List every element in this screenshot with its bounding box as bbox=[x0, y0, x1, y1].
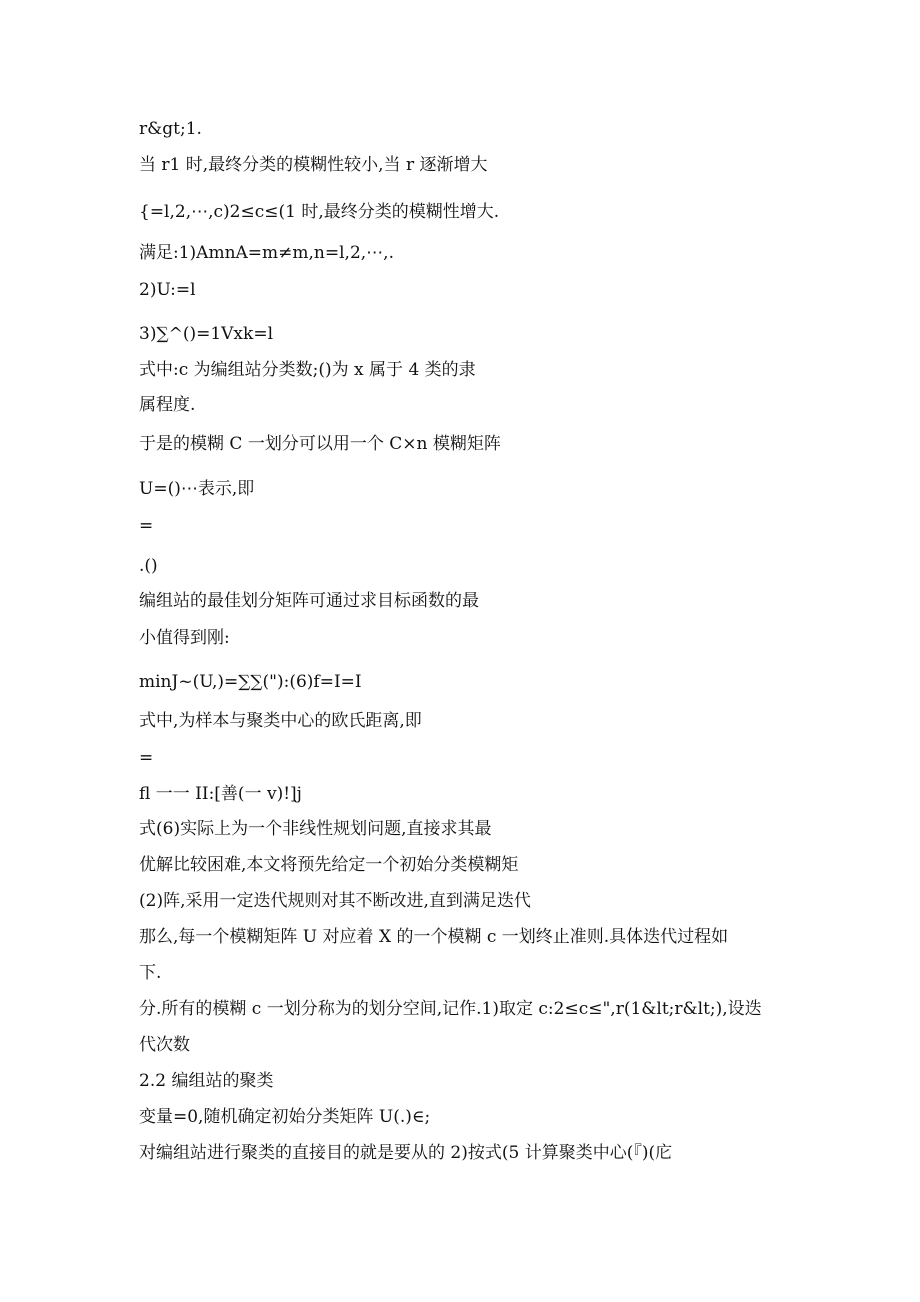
text-line: 于是的模糊 C 一划分可以用一个 C×n 模糊矩阵 bbox=[139, 434, 501, 454]
section-heading: 2.2 编组站的聚类 bbox=[139, 1071, 274, 1091]
text-line: 3)∑^()=1Vxk=l bbox=[139, 324, 273, 344]
text-line: 满足:1)AmnA=m≠m,n=l,2,⋯,. bbox=[139, 243, 394, 263]
text-line: 编组站的最佳划分矩阵可通过求目标函数的最 bbox=[139, 591, 479, 611]
text-line: 代次数 bbox=[139, 1035, 190, 1055]
text-line: r&gt;1. bbox=[139, 119, 202, 139]
text-line: 下. bbox=[139, 963, 162, 983]
text-line: 属程度. bbox=[139, 395, 196, 415]
text-line: 式中,为样本与聚类中心的欧氏距离,即 bbox=[139, 711, 422, 731]
text-line: U=()⋯表示,即 bbox=[139, 479, 255, 499]
text-line: 对编组站进行聚类的直接目的就是要从的 2)按式(5 计算聚类中心(『)(庀 bbox=[139, 1143, 673, 1163]
text-line: 式(6)实际上为一个非线性规划问题,直接求其最 bbox=[139, 819, 492, 839]
text-line: = bbox=[139, 748, 154, 768]
text-line: 分.所有的模糊 c 一划分称为的划分空间,记作.1)取定 c:2≤c≤",r(1&lt;r&lt;),设迭 bbox=[139, 999, 762, 1019]
text-line: fl 一一 II:[善(一 v)!]j bbox=[139, 784, 302, 804]
text-line: (2)阵,采用一定迭代规则对其不断改进,直到满足迭代 bbox=[139, 891, 531, 911]
text-line: 2)U:=l bbox=[139, 280, 196, 300]
text-line: = bbox=[139, 516, 154, 536]
text-line: 小值得到刚: bbox=[139, 628, 230, 648]
text-line: 变量=0,随机确定初始分类矩阵 U(.)∈; bbox=[139, 1107, 431, 1127]
text-line: 优解比较困难,本文将预先给定一个初始分类模糊矩 bbox=[139, 855, 519, 875]
text-line: minJ~(U,)=∑∑("):(6)f=I=I bbox=[139, 672, 362, 692]
text-line: {=l,2,⋯,c)2≤c≤(1 时,最终分类的模糊性增大. bbox=[139, 202, 500, 222]
text-line: 当 r1 时,最终分类的模糊性较小,当 r 逐渐增大 bbox=[139, 155, 488, 175]
text-line: 式中:c 为编组站分类数;()为 x 属于 4 类的隶 bbox=[139, 360, 476, 380]
text-line: 那么,每一个模糊矩阵 U 对应着 X 的一个模糊 c 一划终止准则.具体迭代过程如 bbox=[139, 927, 729, 947]
text-line: .() bbox=[139, 556, 158, 576]
